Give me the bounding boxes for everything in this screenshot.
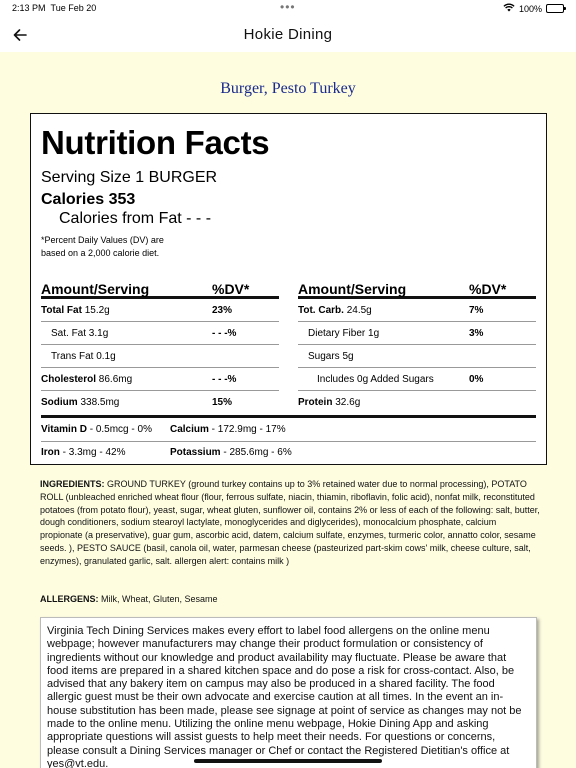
- iron: [41, 447, 125, 458]
- vitamin-label: Vitamin D: [41, 424, 87, 435]
- nutrient-row-added-sugars: [298, 368, 536, 391]
- vitamin-label: Potassium: [170, 447, 221, 458]
- allergens-text: [40, 594, 218, 604]
- nutrition-facts-panel: [30, 113, 547, 465]
- menu-item-name: Burger, Pesto Turkey: [220, 80, 356, 97]
- allergen-disclaimer: Virginia Tech Dining Services makes every effort to label food allergens on the online menu webpage; however manufacturers may change their product formulation or consistency of ingredients without our knowledge and product availability may fluctuate. Please be aware that food items are prepared in a shared kitchen space and do pose a risk for cross-contact. Also, be advised that any bakery item on campus may also be produced in a shared facility. The food allergic guest must be their own advocate and exercise caution at all times. In the event an in-house substitution has been made, please see signage at point of service as changes may not be made to the online menu. Utilizing the online menu webpage, Hokie Dining App and asking appropriate questions will assist guests to help meet their needs. For questions or concerns, please consult a Dining Services manager or Chef or contact the Registered Dietitian's office at yes@vt.edu.: [40, 617, 537, 768]
- battery-icon: [546, 4, 564, 13]
- home-indicator[interactable]: [194, 759, 382, 763]
- status-time: 2:13 PM: [12, 3, 46, 13]
- potassium: [170, 447, 292, 458]
- multitasking-dots[interactable]: •••: [280, 0, 296, 14]
- nutrient-row-sat-fat: [41, 322, 279, 345]
- vitamin-divider: [41, 441, 536, 442]
- amount-header: Amount/Serving: [41, 281, 150, 297]
- ingredients-text: [40, 478, 540, 568]
- nutrient-amount: 24.5g: [346, 305, 372, 316]
- vitamin-d: [41, 424, 152, 435]
- status-time-date: [12, 3, 96, 13]
- nutrient-label: Includes 0g Added Sugars: [317, 374, 434, 385]
- nutrient-amount: 3.1g: [88, 328, 109, 339]
- vitamin-value: - 3.3mg - 42%: [59, 447, 126, 458]
- nutrient-dv: 3%: [469, 328, 484, 339]
- column-header: [41, 281, 279, 299]
- vitamin-value: - 172.9mg - 17%: [208, 424, 286, 435]
- nutrient-row-sugars: [298, 345, 536, 368]
- nutrient-row-dietary-fiber: [298, 322, 536, 345]
- vitamin-label: Calcium: [170, 424, 209, 435]
- nutrient-amount: 15.2g: [84, 305, 110, 316]
- nutrient-amount: 86.6mg: [98, 374, 133, 385]
- nutrient-amount: 5g: [342, 351, 354, 362]
- status-indicators: [503, 3, 564, 14]
- dv-header: %DV*: [469, 281, 507, 297]
- nutrient-label: Sat. Fat: [51, 328, 87, 339]
- allergens-list: Milk, Wheat, Gluten, Sesame: [98, 594, 218, 604]
- nutrient-dv: 7%: [469, 305, 484, 316]
- nutrient-row-sodium: [41, 391, 279, 414]
- page-title: Hokie Dining: [243, 26, 333, 43]
- daily-value-note: *Percent Daily Values (DV) are based on a 2,000 calorie diet.: [41, 235, 164, 258]
- nutrient-row-cholesterol: [41, 368, 279, 391]
- nutrient-label: Sodium: [41, 397, 78, 408]
- vitamin-value: - 0.5mcg - 0%: [86, 424, 152, 435]
- serving-size: Serving Size 1 BURGER: [41, 169, 218, 186]
- nutrient-label: Sugars: [308, 351, 340, 362]
- nutrient-amount: 338.5mg: [80, 397, 120, 408]
- nutrient-dv: 15%: [212, 397, 233, 408]
- nutrient-amount: 0.1g: [96, 351, 116, 362]
- ingredients-list: GROUND TURKEY (ground turkey contains up to 3% retained water due to normal processing), POTATO ROLL (unbleached enriched wheat flour (flour, ferrous sulfate, niacin, thiamin, riboflavin, folic acid), nonfat milk, reconstituted potatoes (from potato flour), yeast, sugar, wheat gluten, sunflower oil, contains 2% or less of each of the following: salt, butter, dough conditioners, sodium stearoyl lactylate, monoglycerides and diglycerides), monocalcium phosphate, calcium propionate (a preservative), guar gum, ascorbic acid, datem, calcium sulfate, enzymes, turmeric color, annatto color, sesame seeds. ), PESTO SAUCE (basil, canola oil, water, parmesan cheese (pasteurized part-skim cows' milk, cheese culture, salt, enzymes), granulated garlic, salt. allergen alert: contains milk ): [40, 479, 540, 566]
- nutrient-label: Protein: [298, 397, 333, 408]
- calories: Calories 353: [41, 191, 136, 208]
- nutrient-column-right: [298, 281, 536, 414]
- nutrient-column-left: [41, 281, 279, 414]
- nutrient-dv: 0%: [469, 374, 484, 385]
- dv-header: %DV*: [212, 281, 250, 297]
- allergens-label: ALLERGENS:: [40, 594, 99, 604]
- nutrient-dv: - - -%: [212, 328, 237, 339]
- nutrient-dv: - - -%: [212, 374, 237, 385]
- calcium: [170, 424, 286, 435]
- vitamin-label: Iron: [41, 447, 60, 458]
- nutrient-label: Total Fat: [41, 305, 82, 316]
- navigation-bar: [0, 18, 576, 52]
- amount-header: Amount/Serving: [298, 281, 407, 297]
- nutrient-amount: 1g: [368, 328, 380, 339]
- nutrient-label: Tot. Carb.: [298, 305, 344, 316]
- status-date: Tue Feb 20: [50, 3, 97, 13]
- nutrient-row-trans-fat: [41, 345, 279, 368]
- nutrient-dv: 23%: [212, 305, 233, 316]
- section-divider: [41, 415, 536, 418]
- nutrient-row-total-carb: [298, 299, 536, 322]
- battery-percent: 100%: [518, 3, 542, 14]
- column-header: [298, 281, 536, 299]
- vitamin-value: - 285.6mg - 6%: [220, 447, 292, 458]
- nutrient-amount: 32.6g: [335, 397, 361, 408]
- nutrient-row-protein: [298, 391, 536, 414]
- ingredients-label: INGREDIENTS:: [40, 479, 105, 489]
- nutrient-row-total-fat: [41, 299, 279, 322]
- nutrition-facts-title: Nutrition Facts: [41, 124, 270, 161]
- nutrient-label: Dietary Fiber: [308, 328, 366, 339]
- status-bar: [0, 0, 576, 18]
- nutrient-label: Cholesterol: [41, 374, 97, 385]
- nutrient-label: Trans Fat: [51, 351, 94, 362]
- wifi-icon: [503, 3, 515, 14]
- calories-from-fat: Calories from Fat - - -: [59, 210, 212, 227]
